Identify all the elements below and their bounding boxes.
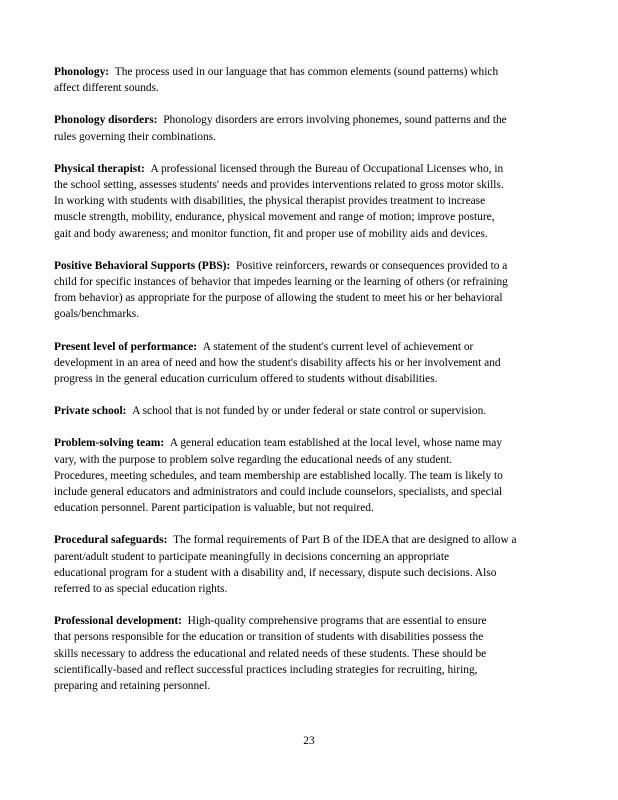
definition-line [54,662,556,678]
definition-text: vary, with the purpose to problem solve regarding the educational needs of any student. [54,453,453,466]
definition-text: Procedures, meeting schedules, and team membership are established locally. The team is likely to [54,469,503,482]
definition-line [54,629,556,645]
definition-line [54,339,556,355]
definition-text: from behavior) as appropriate for the purpose of allowing the student to meet his or her behavioral [54,292,503,305]
glossary-term: Positive Behavioral Supports (PBS): [54,259,231,272]
glossary-term: Present level of performance: [54,340,198,353]
definition-text: A professional licensed through the Bureau of Occupational Licenses who, in [150,162,504,175]
definition-text: The process used in our language that has common elements (sound patterns) which [114,66,499,78]
definition-line [54,613,556,629]
definition-text: the school setting, assesses students' needs and provides interventions related to gross motor skills. [54,179,504,192]
definition-line [54,452,556,468]
definition-text: High-quality comprehensive programs that are essential to ensure [187,615,487,628]
definition-text: affect different sounds. [54,82,159,95]
definition-text: A general education team established at the local level, whose name may [169,437,503,450]
definition-line [54,306,556,322]
definition-line [54,678,556,694]
glossary-term: Procedural safeguards: [54,534,168,547]
definition-text: education personnel. Parent participation is valuable, but not required. [54,502,374,515]
definition-text: In working with students with disabilities, the physical therapist provides treatment to increase [54,195,486,208]
glossary-term: Professional development: [54,615,182,628]
glossary-entry [54,161,556,242]
definition-text: scientifically-based and reflect successful practices including strategies for recruiting, hiring, [54,663,478,676]
definition-text: A statement of the student's current level of achievement or [202,340,474,353]
glossary-entries [54,64,556,710]
definition-text: A school that is not funded by or under federal or state control or supervision. [132,405,487,418]
definition-line [54,532,556,548]
definition-line [54,646,556,662]
definition-text: Phonology disorders are errors involving phonemes, sound patterns and the [163,114,507,127]
definition-line [54,290,556,306]
definition-text: development in an area of need and how the student's disability affects his or her involvement and [54,356,501,369]
definition-text: parent/adult student to participate meaningfully in decisions concerning an appropriate [54,550,450,563]
definition-line [54,177,556,193]
definition-line [54,403,556,419]
definition-line [54,161,556,177]
glossary-entry [54,435,556,516]
definition-text: child for specific instances of behavior that impedes learning or the learning of others (or refraining [54,276,508,289]
glossary-entry [54,613,556,694]
glossary-entry [54,258,556,323]
page-number: 23 [303,735,315,747]
definition-text: referred to as special education rights. [54,583,228,596]
definition-line [54,355,556,371]
definition-line [54,129,556,145]
definition-text: include general educators and administrators and could include counselors, specialists, and special [54,486,503,499]
definition-line [54,565,556,581]
definition-text: progress in the general education curriculum offered to students without disabilities. [54,373,438,386]
definition-line [54,193,556,209]
glossary-term: Phonology: [54,66,110,78]
definition-line [54,226,556,242]
definition-line [54,112,556,128]
definition-text: The formal requirements of Part B of the IDEA that are designed to allow a [173,534,517,547]
glossary-term: Problem-solving team: [54,437,165,450]
definition-text: goals/benchmarks. [54,308,140,321]
glossary-term: Phonology disorders: [54,114,158,127]
definition-text: skills necessary to address the educational and related needs of these students. These should be [54,647,487,660]
definition-text: that persons responsible for the education or transition of students with disabilities possess the [54,631,484,644]
definition-text: preparing and retaining personnel. [54,680,211,693]
definition-line [54,209,556,225]
definition-text: muscle strength, mobility, endurance, physical movement and range of motion; improve posture, [54,211,495,224]
definition-line [54,435,556,451]
glossary-term: Private school: [54,405,127,418]
glossary-term: Physical therapist: [54,162,145,175]
glossary-entry [54,112,556,144]
definition-line [54,500,556,516]
definition-line [54,80,556,96]
definition-line [54,258,556,274]
definition-line [54,468,556,484]
definition-text: educational program for a student with a disability and, if necessary, dispute such decisions. Also [54,566,497,579]
definition-text: Positive reinforcers, rewards or consequences provided to a [235,259,508,272]
glossary-entry [54,339,556,388]
definition-line [54,371,556,387]
definition-line [54,274,556,290]
glossary-entry [54,532,556,597]
definition-text: gait and body awareness; and monitor function, fit and proper use of mobility aids and devices. [54,227,488,240]
glossary-entry [54,403,556,419]
definition-line [54,581,556,597]
definition-line [54,64,556,80]
definition-line [54,549,556,565]
definition-text: rules governing their combinations. [54,130,216,143]
glossary-entry [54,64,556,96]
definition-line [54,484,556,500]
